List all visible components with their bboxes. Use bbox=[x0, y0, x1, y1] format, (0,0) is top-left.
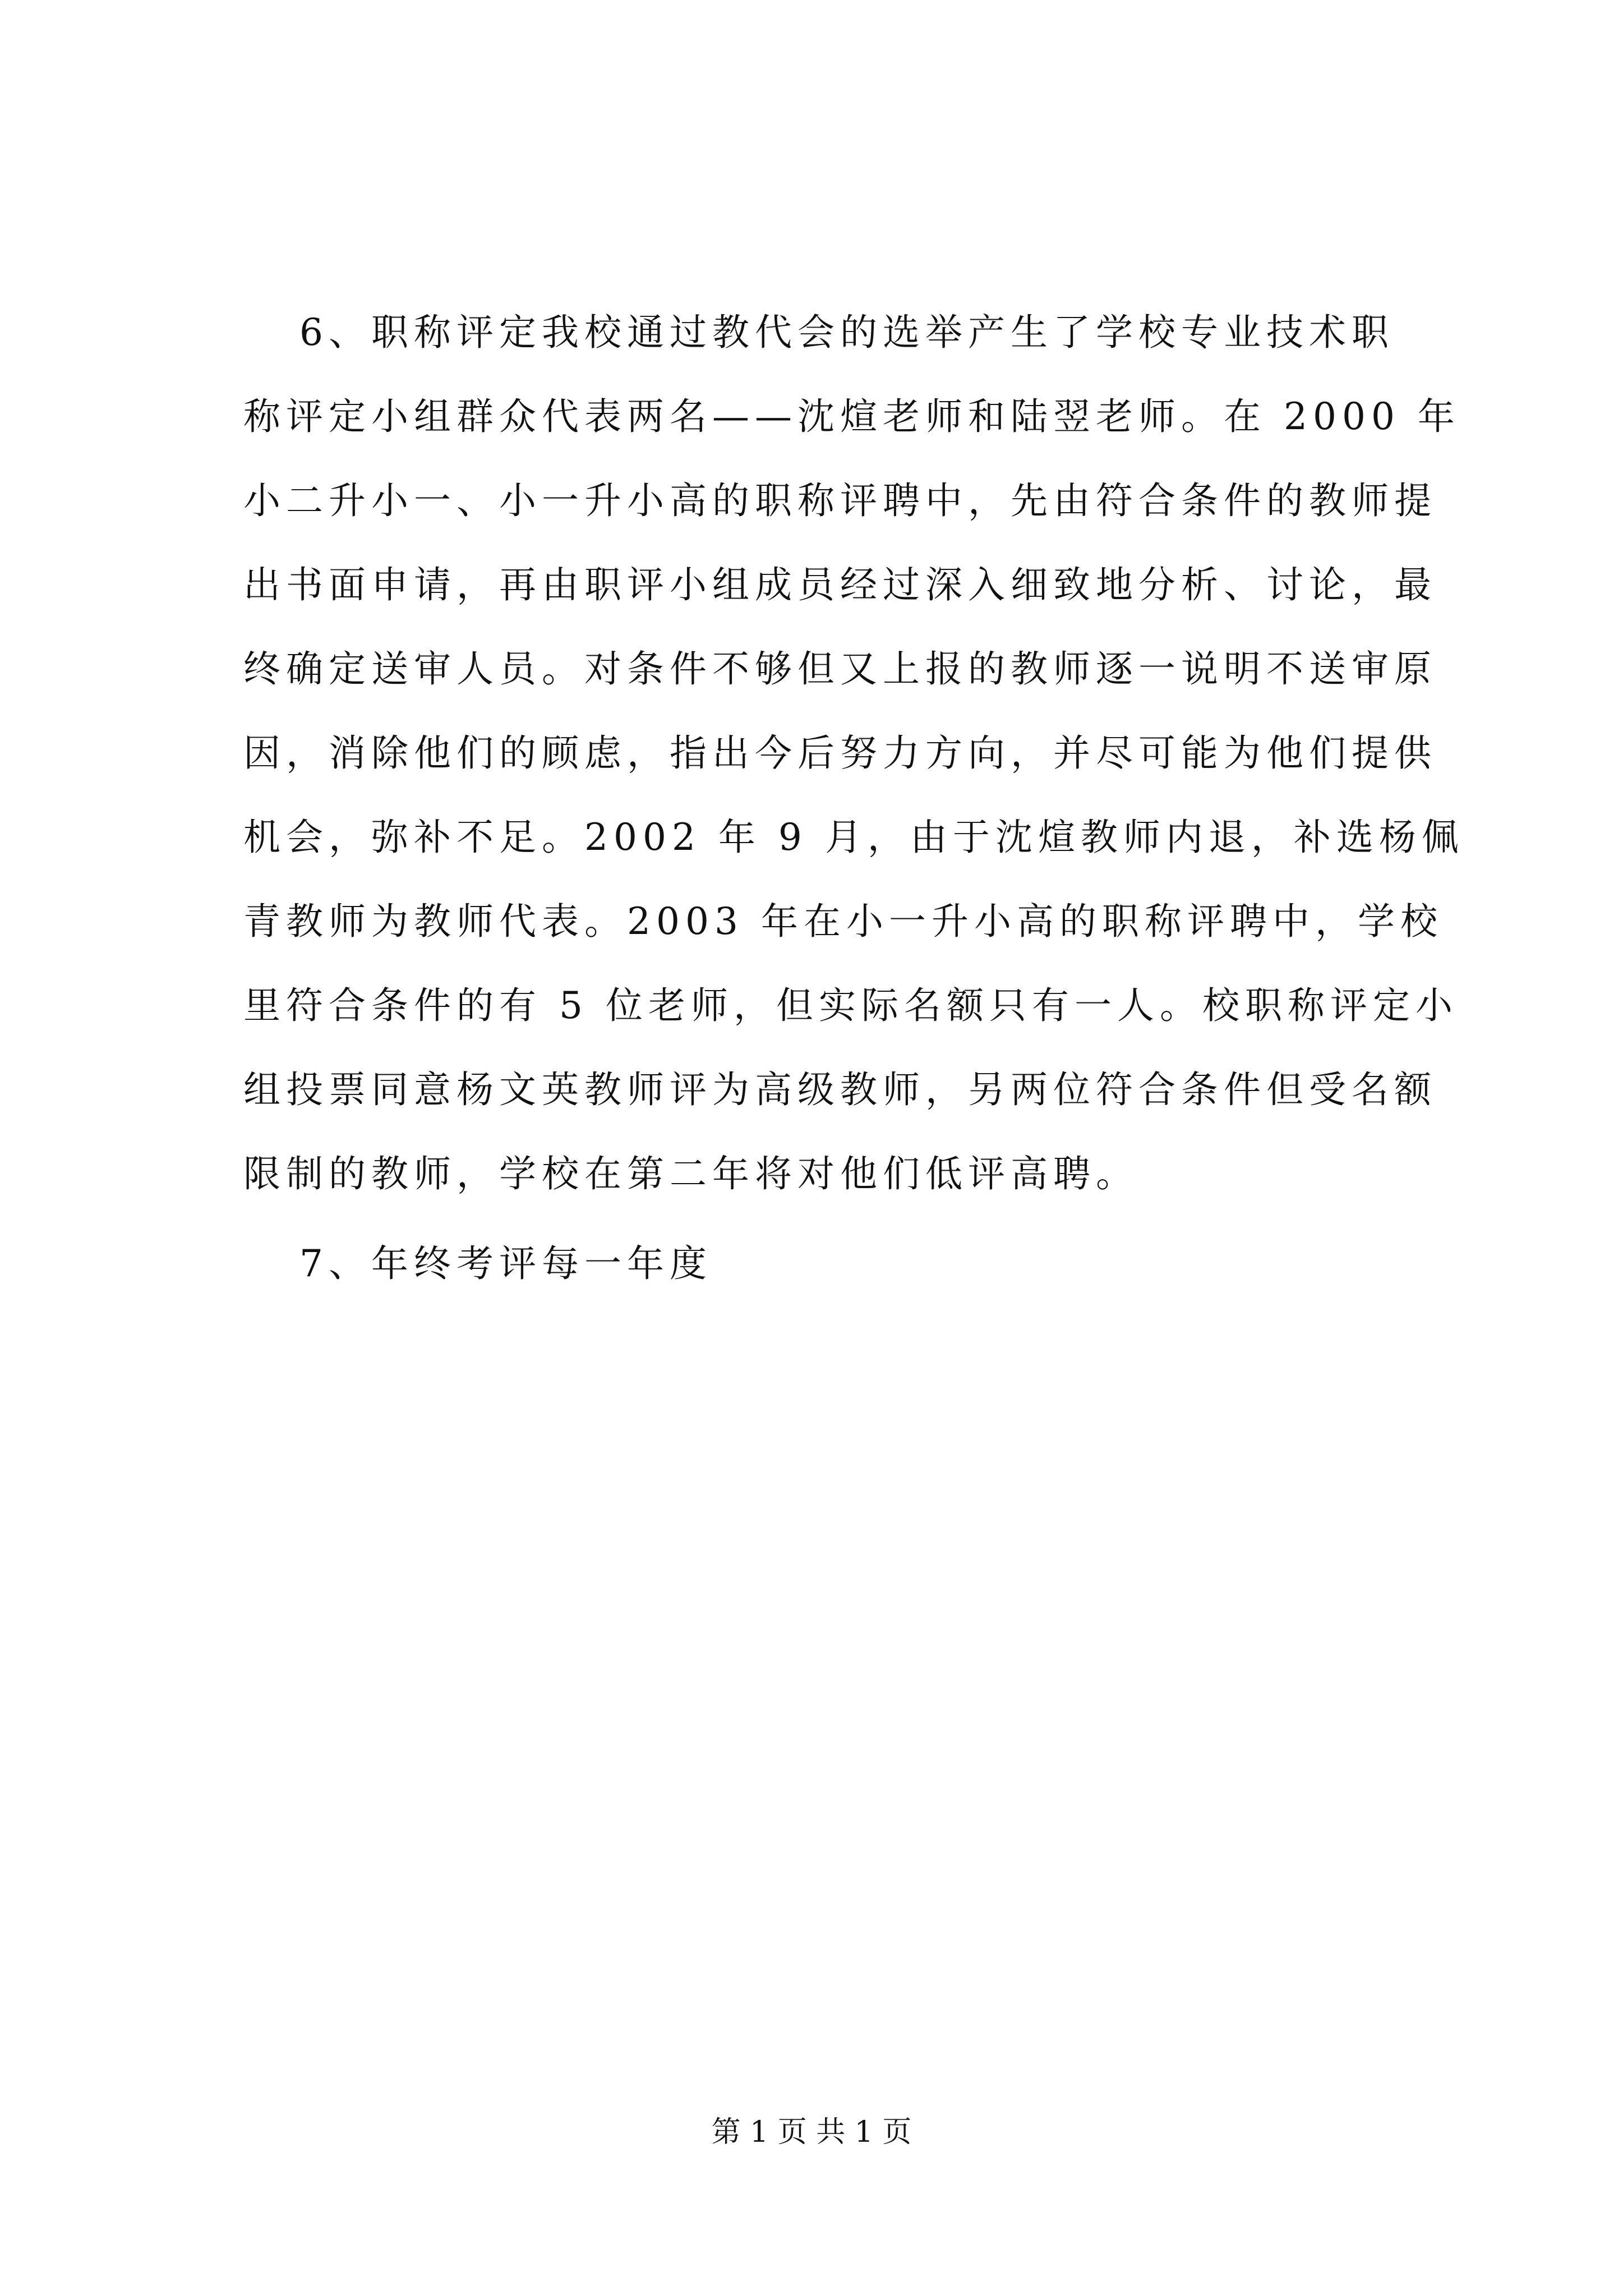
paragraph-6-line-6: 因，消除他们的顾虑，指出今后努力方向，并尽可能为他们提供 bbox=[243, 731, 1437, 775]
paragraph-6-line-4: 出书面申请，再由职评小组成员经过深入细致地分析、讨论，最 bbox=[243, 563, 1437, 606]
paragraph-6-line-5: 终确定送审人员。对条件不够但又上报的教师逐一说明不送审原 bbox=[243, 647, 1437, 691]
paragraph-6-line-9: 里符合条件的有 5 位老师，但实际名额只有一人。校职称评定小 bbox=[243, 984, 1458, 1027]
paragraph-7: 7、年终考评每一年度 bbox=[299, 1242, 712, 1285]
paragraph-6-line-11: 限制的教师，学校在第二年将对他们低评高聘。 bbox=[243, 1152, 1138, 1195]
paragraph-6-line-8: 青教师为教师代表。2003 年在小一升小高的职称评聘中，学校 bbox=[243, 900, 1443, 943]
paragraph-6-line-7: 机会，弥补不足。2002 年 9 月，由于沈煊教师内退，补选杨佩 bbox=[243, 816, 1464, 859]
paragraph-6-line-2: 称评定小组群众代表两名——沈煊老师和陆翌老师。在 2000 年 bbox=[243, 395, 1460, 438]
paragraph-6-line-1: 6、职称评定我校通过教代会的选举产生了学校专业技术职 bbox=[299, 311, 1394, 354]
paragraph-6-line-10: 组投票同意杨文英教师评为高级教师，另两位符合条件但受名额 bbox=[243, 1068, 1437, 1111]
paragraph-6-line-3: 小二升小一、小一升小高的职称评聘中，先由符合条件的教师提 bbox=[243, 479, 1437, 522]
page-footer: 第 1 页 共 1 页 bbox=[711, 2115, 912, 2149]
